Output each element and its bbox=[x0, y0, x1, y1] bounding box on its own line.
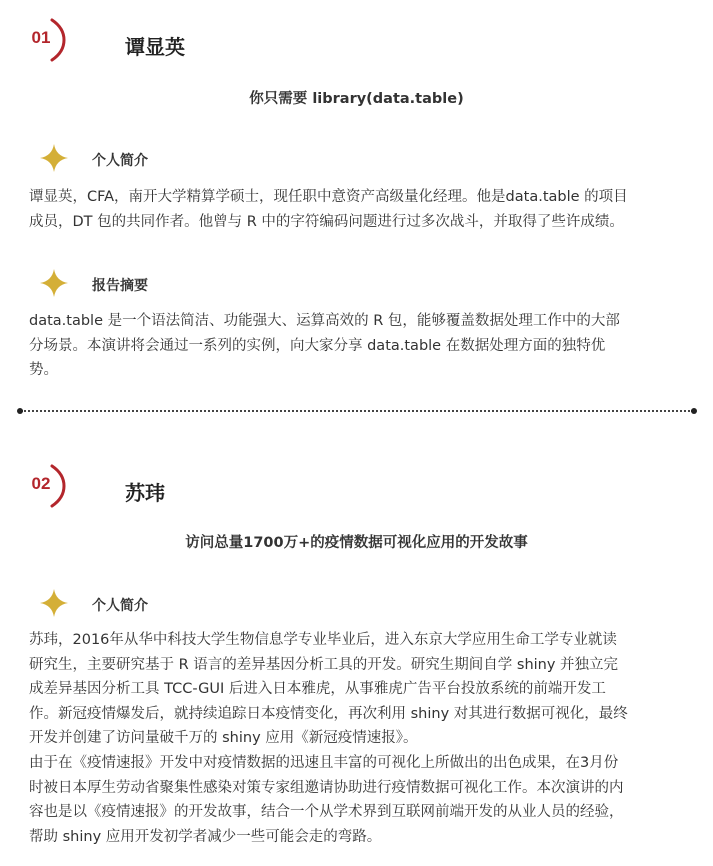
section-number: 01 bbox=[31, 28, 51, 47]
section-divider bbox=[19, 410, 695, 412]
four-point-star-icon bbox=[40, 589, 68, 617]
dotted-line bbox=[21, 410, 693, 412]
sub-heading-label: 个人简介 bbox=[92, 598, 148, 614]
crescent-arc-icon bbox=[48, 464, 68, 508]
divider-end-dot-right bbox=[691, 408, 697, 414]
bio-paragraph: 苏玮，2016年从华中科技大学生物信息学专业毕业后，进入东京大学应用生命工学专业就读 研究生，主要研究基于 R 语言的差异基因分析工具的开发。研究生期间自学 shiny 并独立完 成差异基因分析工具 TCC-GUI 后进入日本雅虎，从事雅虎广告平台投放系统的前端开发工 作。新冠疫情爆发后，就持续追踪日本疫情变化，再次利用 shiny 对其进行数据可视化，最终 开发并创建了访问量破千万的 shiny 应用《新冠疫情速报》。 由于在《疫情速报》开发中对疫情数据的迅速且丰富的可视化上所做出的出色成果，在3月份 时被日本厚生劳动省聚集性感染对策专家组邀请协助进行疫情数据可视化工作。本次演讲的内 容也是以《疫情速报》的开发故事，结合一个从学术界到互联网前端开发的从业人员的经验， 帮助 shiny 应用开发初学者减少一些可能会走的弯路。 bbox=[29, 632, 628, 845]
sub-heading-label: 报告摘要 bbox=[92, 278, 148, 294]
bio-paragraph: 谭显英，CFA，南开大学精算学硕士，现任职中意资产高级量化经理。他是data.table 的项目 成员，DT 包的共同作者。他曾与 R 中的字符编码问题进行过多次战斗，并取得了些许成绩。 bbox=[29, 189, 628, 230]
talk-title: 你只需要 library(data.table) bbox=[249, 91, 464, 107]
section-number-badge bbox=[26, 18, 66, 58]
section-number-badge bbox=[26, 464, 66, 504]
sub-heading-label: 个人简介 bbox=[92, 153, 148, 169]
section-number: 02 bbox=[31, 474, 51, 493]
speaker-name: 谭显英 bbox=[125, 35, 185, 59]
four-point-star-icon bbox=[40, 269, 68, 297]
speaker-name: 苏玮 bbox=[125, 481, 165, 505]
crescent-arc-icon bbox=[48, 18, 68, 62]
talk-title: 访问总量1700万+的疫情数据可视化应用的开发故事 bbox=[185, 535, 528, 551]
divider-end-dot-left bbox=[17, 408, 23, 414]
abstract-paragraph: data.table 是一个语法简洁、功能强大、运算高效的 R 包，能够覆盖数据处理工作中的大部 分场景。本演讲将会通过一系列的实例，向大家分享 data.table 在数据处理方面的独特优 势。 bbox=[29, 313, 620, 379]
four-point-star-icon bbox=[40, 144, 68, 172]
